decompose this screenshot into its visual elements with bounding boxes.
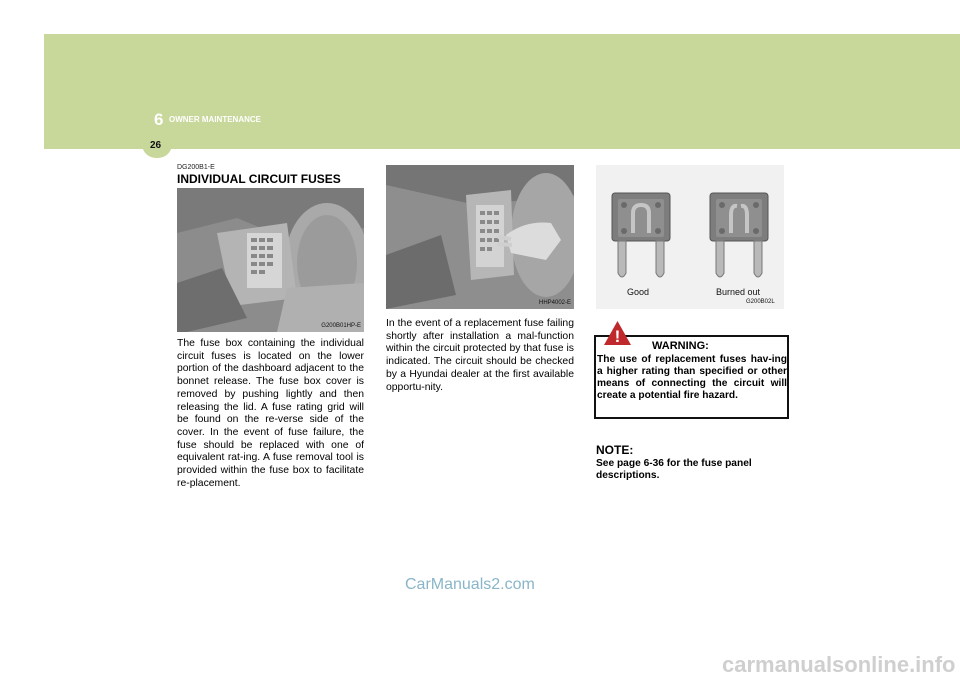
photo-caption: HHP4002-E xyxy=(538,300,571,306)
header-band xyxy=(44,34,960,149)
burned-out-label: Burned out xyxy=(716,287,761,297)
page-number: 26 xyxy=(150,140,162,151)
warning-icon xyxy=(603,320,632,346)
chapter-title: OWNER MAINTENANCE xyxy=(169,115,261,124)
good-fuse xyxy=(612,193,670,277)
burned-fuse xyxy=(710,193,768,277)
note-text: See page 6-36 for the fuse panel descriptions. xyxy=(596,458,752,482)
warning-title: WARNING: xyxy=(652,340,709,352)
fuse-diagram xyxy=(596,165,784,309)
diagram-caption: G200B02L xyxy=(746,299,775,305)
good-label: Good xyxy=(627,287,650,297)
section-title: INDIVIDUAL CIRCUIT FUSES xyxy=(177,172,341,186)
warning-symbol: ! xyxy=(614,327,621,346)
column2-body-text: In the event of a replacement fuse failing shortly after installation a mal-function within the circuit protected by that fuse is indicated. The circuit should be checked by a Hyundai dealer at the first available opportu-nity. xyxy=(386,318,574,393)
watermark-carmanualsonline: carmanualsonline.info xyxy=(722,652,956,677)
section-code: DG200B1-E xyxy=(177,164,215,171)
fuse-box-photo xyxy=(177,188,364,332)
photo-caption: G200B01HP-E xyxy=(321,323,361,329)
column1-body-text: The fuse box containing the individual circuit fuses is located on the lower portion of the dashboard adjacent to the bonnet release. The fuse box cover is removed by pushing lightly and then releasing the lid. A fuse rating grid will be found on the re-verse side of the cover. In the event of fuse failure, the fuse should be replaced with one of equivalent rat-ing. A fuse removal tool is provided within the fuse box to facilitate re-placement. xyxy=(177,338,364,489)
note-title: NOTE: xyxy=(596,443,634,457)
fuse-box-hand-photo xyxy=(386,165,574,309)
warning-text: The use of replacement fuses hav-ing a higher rating than specified or other means of connecting the circuit will create a potential fire hazard. xyxy=(597,354,787,401)
watermark-carmanuals2: CarManuals2.com xyxy=(405,576,535,593)
chapter-number: 6 xyxy=(154,110,164,129)
